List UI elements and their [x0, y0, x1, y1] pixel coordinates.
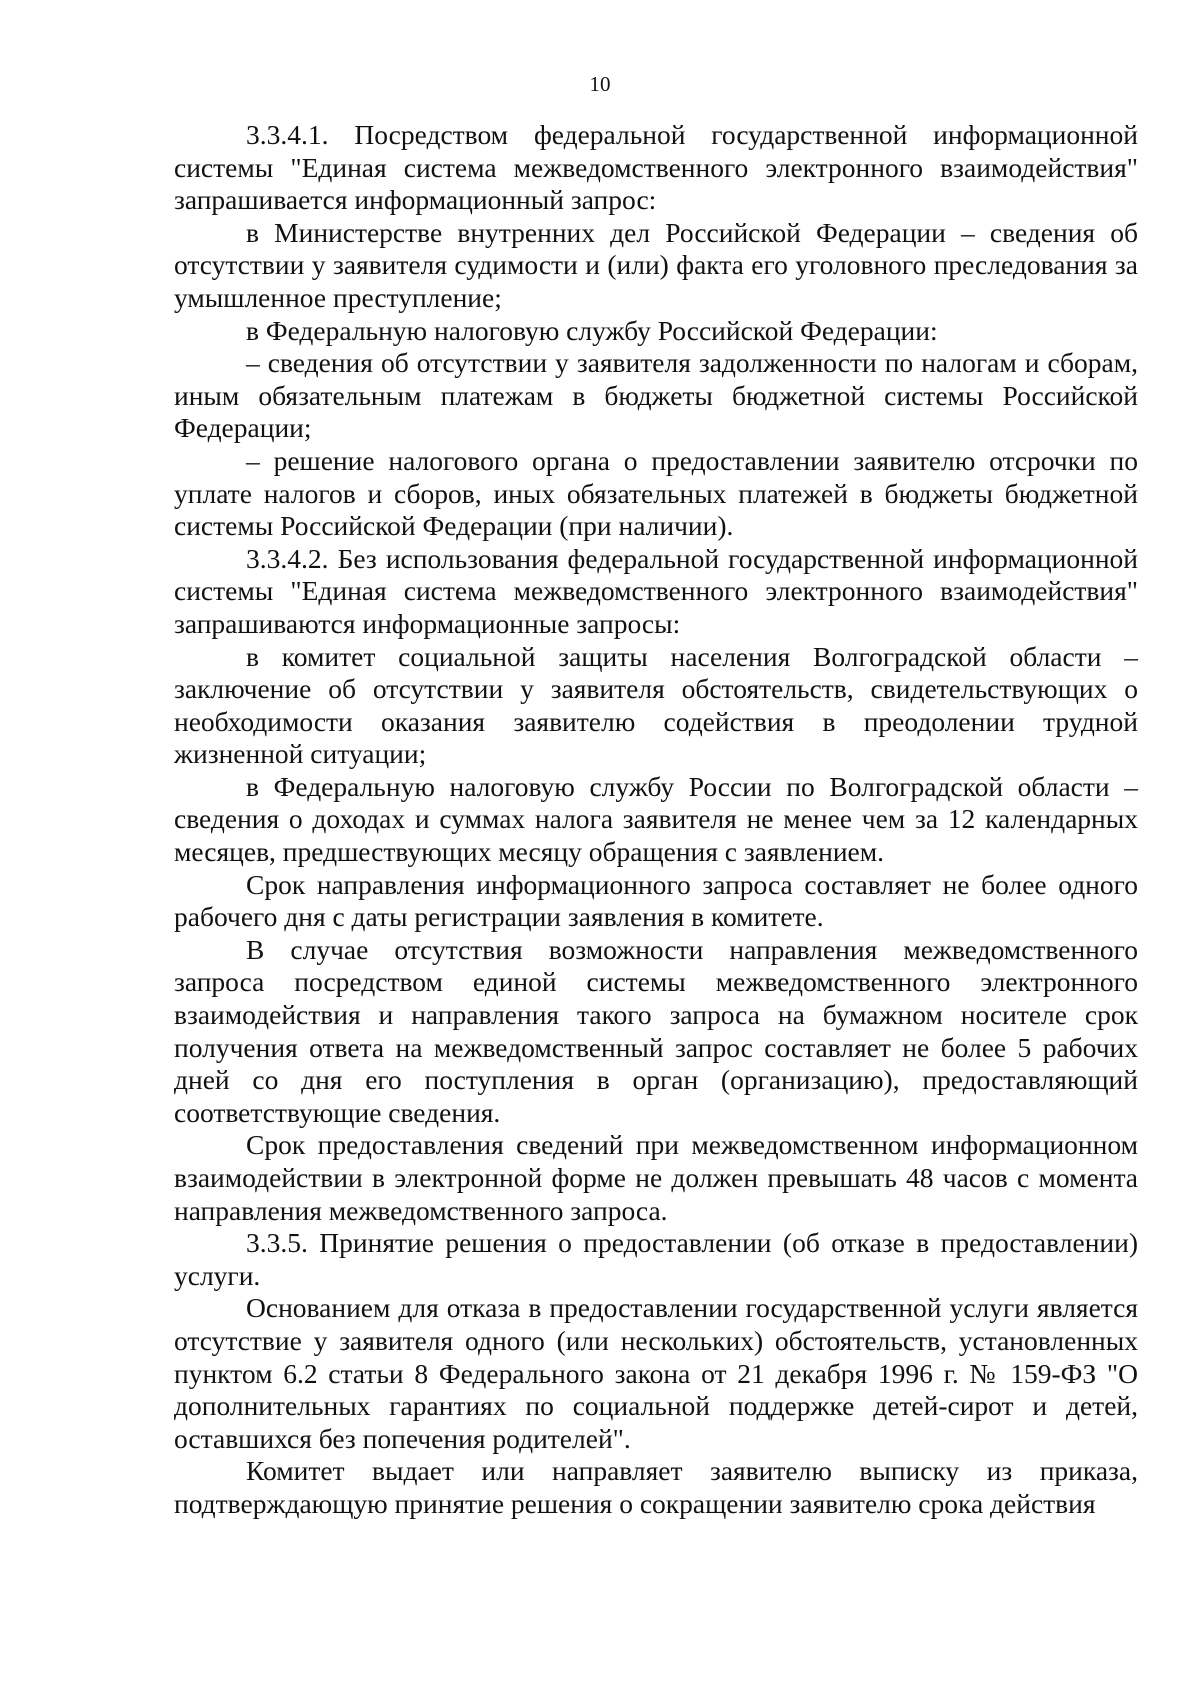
document-body	[174, 119, 1138, 1521]
page-number: 10	[589, 72, 611, 96]
paragraph-social-committee-request: в комитет социальной защиты населения Волгоградской области – заключение об отсутствии у заявителя обстоятельств, свидетельствующих о необходимости оказания заявителю содействия в преодолении трудной жизненной ситуации;	[174, 640, 1138, 770]
paragraph-mvd-request: в Министерстве внутренних дел Российской Федерации – сведения об отсутствии у заявителя судимости и (или) факта его уголовного преследования за умышленное преступление;	[174, 216, 1138, 313]
paragraph-fns-volgograd-request: в Федеральную налоговую службу России по Волгоградской области – сведения о доходах и суммах налога заявителя не менее чем за 12 календарных месяцев, предшествующих месяцу обращения с заявлением.	[174, 770, 1138, 868]
paragraph-refusal-grounds: Основанием для отказа в предоставлении государственной услуги является отсутствие у заявителя одного (или нескольких) обстоятельств, установленных пунктом 6.2 статьи 8 Федерального закона от 21 декабря 1996 г. № 159-ФЗ "О дополнительных гарантиях по социальной поддержке детей-сирот и детей, оставшихся без попечения родителей".	[174, 1292, 1138, 1454]
paragraph-3-3-5: 3.3.5. Принятие решения о предоставлении (об отказе в предоставлении) услуги.	[174, 1227, 1138, 1291]
paragraph-3-3-4-1: 3.3.4.1. Посредством федеральной государственной информационной системы "Единая система межведомственного электронного взаимодействия" запрашивается информационный запрос:	[174, 119, 1138, 216]
paragraph-tax-debt-info: – сведения об отсутствии у заявителя задолженности по налогам и сборам, иным обязательным платежам в бюджеты бюджетной системы Российской Федерации;	[174, 347, 1138, 444]
paragraph-tax-deferral-info: – решение налогового органа о предоставлении заявителю отсрочки по уплате налогов и сборов, иных обязательных платежей в бюджеты бюджетной системы Российской Федерации (при наличии).	[174, 444, 1138, 542]
paragraph-electronic-deadline: Срок предоставления сведений при межведомственном информационном взаимодействии в электронной форме не должен превышать 48 часов с момента направления межведомственного запроса.	[174, 1129, 1138, 1226]
paragraph-3-3-4-2: 3.3.4.2. Без использования федеральной государственной информационной системы "Единая система межведомственного электронного взаимодействия" запрашиваются информационные запросы:	[174, 542, 1138, 639]
paragraph-request-deadline: Срок направления информационного запроса составляет не более одного рабочего дня с даты регистрации заявления в комитете.	[174, 868, 1138, 933]
paragraph-order-extract: Комитет выдает или направляет заявителю выписку из приказа, подтверждающую принятие решения о сокращении заявителю срока действия	[174, 1455, 1138, 1519]
paragraph-fns-request: в Федеральную налоговую службу Российской Федерации:	[246, 314, 938, 346]
paragraph-paper-request: В случае отсутствия возможности направления межведомственного запроса посредством единой системы межведомственного электронного взаимодействия и направления такого запроса на бумажном носителе срок получения ответа на межведомственный запрос составляет не более 5 рабочих дней со дня его поступления в орган (организацию), предоставляющий соответствующие сведения.	[174, 933, 1138, 1128]
